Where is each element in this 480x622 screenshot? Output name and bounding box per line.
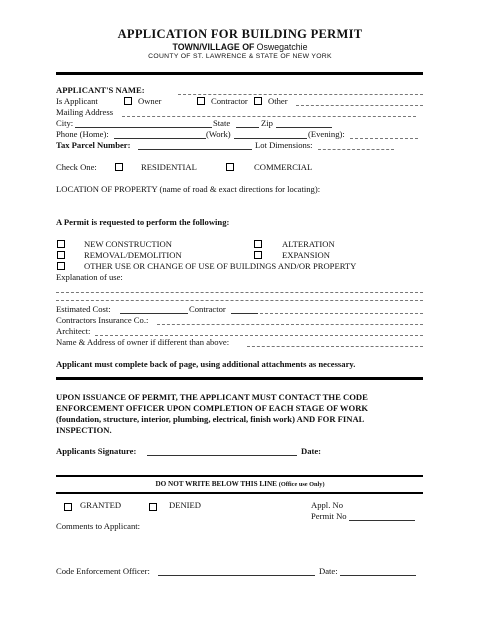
insurance-field[interactable] bbox=[157, 324, 423, 325]
town-label: TOWN/VILLAGE OF bbox=[172, 42, 255, 52]
state-field[interactable] bbox=[236, 127, 259, 128]
state-label: State bbox=[213, 118, 231, 128]
other-use-label: OTHER USE OR CHANGE OF USE OF BUILDINGS AND/OR PROPERTY bbox=[84, 261, 357, 271]
commercial-label: COMMERCIAL bbox=[254, 162, 313, 172]
explanation-label: Explanation of use: bbox=[56, 272, 123, 282]
office-rule-bottom bbox=[56, 492, 423, 494]
phone-evening-field[interactable] bbox=[350, 138, 418, 139]
appl-no-label: Appl. No bbox=[311, 500, 343, 510]
granted-label: GRANTED bbox=[80, 500, 122, 510]
mailing-address-label: Mailing Address bbox=[56, 107, 114, 117]
owner-name-address-field[interactable] bbox=[247, 346, 423, 347]
residential-checkbox[interactable] bbox=[115, 163, 123, 171]
permit-heading: A Permit is requested to perform the following: bbox=[56, 217, 230, 227]
lot-dimensions-label: Lot Dimensions: bbox=[255, 140, 313, 150]
cost-contractor-label: Contractor bbox=[189, 304, 226, 314]
architect-field[interactable] bbox=[95, 335, 423, 336]
city-field[interactable] bbox=[75, 127, 212, 128]
page-title: APPLICATION FOR BUILDING PERMIT bbox=[117, 27, 363, 41]
top-rule bbox=[56, 72, 423, 75]
officer-field[interactable] bbox=[158, 575, 315, 576]
denied-checkbox[interactable] bbox=[149, 503, 157, 511]
zip-field[interactable] bbox=[276, 127, 332, 128]
new-construction-checkbox[interactable] bbox=[57, 240, 65, 248]
is-applicant-label: Is Applicant bbox=[56, 96, 98, 106]
alteration-checkbox[interactable] bbox=[254, 240, 262, 248]
owner-label: Owner bbox=[138, 96, 162, 106]
expansion-label: EXPANSION bbox=[282, 250, 330, 260]
office-banner bbox=[0, 480, 480, 488]
applicant-name-field[interactable] bbox=[178, 94, 423, 95]
permit-no-label: Permit No bbox=[311, 511, 347, 521]
signature-date-label: Date: bbox=[301, 446, 322, 456]
office-banner-note: (Office use Only) bbox=[278, 481, 325, 488]
contractor-label: Contractor bbox=[211, 96, 248, 106]
lot-dimensions-field[interactable] bbox=[318, 149, 394, 150]
new-construction-label: NEW CONSTRUCTION bbox=[84, 239, 172, 249]
signature-field[interactable] bbox=[147, 455, 297, 456]
phone-work-label: (Work) bbox=[206, 129, 231, 139]
estimated-cost-field[interactable] bbox=[120, 313, 188, 314]
contractor-checkbox[interactable] bbox=[197, 97, 205, 105]
other-label: Other bbox=[268, 96, 288, 106]
owner-name-address-label: Name & Address of owner if different than above: bbox=[56, 337, 230, 347]
estimated-cost-label: Estimated Cost: bbox=[56, 304, 111, 314]
commercial-checkbox[interactable] bbox=[226, 163, 234, 171]
other-checkbox[interactable] bbox=[254, 97, 262, 105]
expansion-checkbox[interactable] bbox=[254, 251, 262, 259]
complete-back-notice: Applicant must complete back of page, using additional attachments as necessary. bbox=[56, 359, 356, 369]
permit-no-field[interactable] bbox=[349, 520, 415, 521]
cost-contractor-field-short[interactable] bbox=[231, 313, 258, 314]
issuance-line-2: ENFORCEMENT OFFICER UPON COMPLETION OF EACH STAGE OF WORK bbox=[56, 403, 369, 413]
granted-checkbox[interactable] bbox=[64, 503, 72, 511]
phone-home-field[interactable] bbox=[114, 138, 206, 139]
removal-label: REMOVAL/DEMOLITION bbox=[84, 250, 182, 260]
insurance-label: Contractors Insurance Co.: bbox=[56, 315, 149, 325]
comments-label: Comments to Applicant: bbox=[56, 521, 141, 531]
mid-rule bbox=[56, 377, 423, 380]
zip-label: Zip bbox=[261, 118, 273, 128]
county-line: COUNTY OF ST. LAWRENCE & STATE OF NEW YORK bbox=[148, 53, 332, 60]
alteration-label: ALTERATION bbox=[282, 239, 335, 249]
officer-date-label: Date: bbox=[319, 566, 338, 576]
phone-home-label: Phone (Home): bbox=[56, 129, 109, 139]
tax-parcel-label: Tax Parcel Number: bbox=[56, 140, 131, 150]
town-value: Oswegatchie bbox=[256, 42, 308, 52]
town-line bbox=[0, 42, 480, 52]
office-banner-text: DO NOT WRITE BELOW THIS LINE bbox=[155, 480, 277, 488]
tax-parcel-field[interactable] bbox=[138, 149, 252, 150]
applicant-name-label: APPLICANT'S NAME: bbox=[56, 85, 145, 95]
issuance-line-1: UPON ISSUANCE OF PERMIT, THE APPLICANT MUST CONTACT THE CODE bbox=[56, 392, 368, 402]
officer-date-field[interactable] bbox=[340, 575, 416, 576]
other-field[interactable] bbox=[296, 105, 423, 106]
mailing-address-field[interactable] bbox=[122, 116, 416, 117]
explanation-line-2[interactable] bbox=[56, 300, 423, 301]
removal-checkbox[interactable] bbox=[57, 251, 65, 259]
check-one-label: Check One: bbox=[56, 162, 97, 172]
issuance-line-3: (foundation, structure, interior, plumbing, electrical, finish work) AND FOR FINAL bbox=[56, 414, 365, 424]
other-use-checkbox[interactable] bbox=[57, 262, 65, 270]
architect-label: Architect: bbox=[56, 326, 91, 336]
issuance-line-4: INSPECTION. bbox=[56, 425, 112, 435]
explanation-line-1[interactable] bbox=[56, 292, 423, 293]
location-label: LOCATION OF PROPERTY (name of road & exact directions for locating): bbox=[56, 184, 321, 194]
phone-work-field[interactable] bbox=[234, 138, 307, 139]
denied-label: DENIED bbox=[169, 500, 201, 510]
owner-checkbox[interactable] bbox=[124, 97, 132, 105]
residential-label: RESIDENTIAL bbox=[141, 162, 197, 172]
cost-contractor-field[interactable] bbox=[260, 313, 423, 314]
office-rule-top bbox=[56, 475, 423, 477]
phone-evening-label: (Evening): bbox=[308, 129, 345, 139]
city-label: City: bbox=[56, 118, 74, 128]
signature-label: Applicants Signature: bbox=[56, 446, 137, 456]
officer-label: Code Enforcement Officer: bbox=[56, 566, 150, 576]
